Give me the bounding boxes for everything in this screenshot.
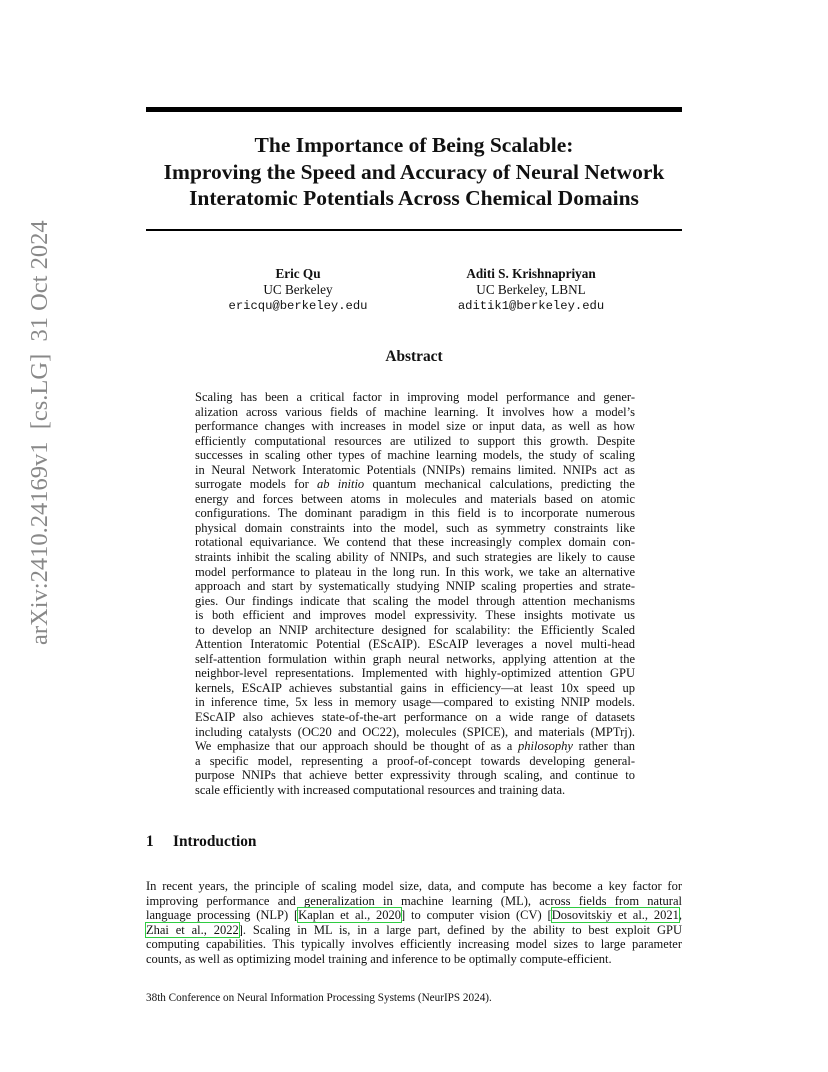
introduction-line: improving performance and generalization in machine learning (ML), across fields from natural xyxy=(146,893,682,908)
abstract-line: in inference time, 5x less in memory usage—compared to existing NNIP models. xyxy=(195,695,635,710)
author-affiliation: UC Berkeley, LBNL xyxy=(476,282,586,297)
abstract-line: successes in scaling other types of machine learning models, the study of scaling xyxy=(195,448,635,463)
abstract-line: Attention Interatomic Potential (EScAIP). EScAIP leverages a novel multi-head xyxy=(195,637,635,652)
abstract-line: We emphasize that our approach should be thought of as a philosophy rather than xyxy=(195,739,635,754)
author-block xyxy=(218,266,378,314)
author-email: ericqu@berkeley.edu xyxy=(228,299,368,313)
emphasized-term: philosophy xyxy=(518,739,573,754)
author-name: Eric Qu xyxy=(275,266,321,281)
author-email: aditik1@berkeley.edu xyxy=(457,299,605,313)
abstract-line: gies. Our findings indicate that scaling the model through attention mechanisms xyxy=(195,593,635,608)
abstract-line: efficiently computational resources are utilized to support this growth. Despite xyxy=(195,433,635,448)
conference-footnote: 38th Conference on Neural Information Processing Systems (NeurIPS 2024). xyxy=(146,992,492,1004)
abstract-line: is both efficient and improves model expressivity. These insights motivate us xyxy=(195,608,635,623)
abstract-line: alization across various fields of machine learning. It involves how a model’s xyxy=(195,404,635,419)
introduction-line: computing capabilities. This typically involves efficiently increasing model sizes to large parameter xyxy=(146,937,682,952)
citation-link[interactable]: Zhai et al., 2022 xyxy=(146,922,239,937)
title-top-rule xyxy=(146,107,682,112)
abstract-line: purpose NNIPs that achieve better expressivity through scaling, and continue to xyxy=(195,768,635,783)
abstract-line: model performance to plateau in the long run. In this work, we take an alternative xyxy=(195,564,635,579)
emphasized-term: ab initio xyxy=(317,477,365,492)
abstract-line: a specific model, representing a proof-of-concept towards developing general- xyxy=(195,753,635,768)
introduction-line: counts, as well as optimizing model training and inference to be optimally compute-efficient. xyxy=(146,951,612,966)
introduction-line: Zhai et al., 2022]. Scaling in ML is, in a large part, defined by the ability to best exploit GPU xyxy=(146,922,682,937)
citation-link[interactable]: Dosovitskiy et al., 2021 xyxy=(551,908,679,923)
introduction-line: language processing (NLP) [Kaplan et al., 2020] to computer vision (CV) [Dosovitskiy et al., 2021, xyxy=(146,908,683,923)
section-title: Introduction xyxy=(172,833,257,850)
author-name: Aditi S. Krishnapriyan xyxy=(466,266,596,281)
author-block xyxy=(436,266,626,314)
abstract-line: in Neural Network Interatomic Potentials (NNIPs) remains limited. NNIPs act as xyxy=(195,462,635,477)
title-line: The Importance of Being Scalable: xyxy=(254,133,574,157)
abstract-line: rotational equivariance. We contend that these increasingly complex domain con- xyxy=(195,535,635,550)
abstract-line: scale efficiently with increased computational resources and training data. xyxy=(195,782,566,797)
introduction-line: In recent years, the principle of scaling model size, data, and compute has become a key factor for xyxy=(146,879,682,893)
abstract-line: surrogate models for ab initio quantum mechanical calculations, predicting the xyxy=(195,477,635,492)
abstract-line: EScAIP also achieves state-of-the-art performance on a wide range of datasets xyxy=(195,710,635,725)
introduction-body xyxy=(146,879,682,966)
abstract-body xyxy=(195,390,635,797)
abstract-line: energy and forces between atoms in molecules and materials based on atomic xyxy=(195,491,635,506)
abstract-line: physical domain constraints into the model, such as symmetry constraints like xyxy=(195,520,635,535)
title-line: Interatomic Potentials Across Chemical Domains xyxy=(189,186,639,210)
author-affiliation: UC Berkeley xyxy=(263,282,333,297)
citation-link[interactable]: Kaplan et al., 2020 xyxy=(298,908,402,923)
title-line: Improving the Speed and Accuracy of Neural Network xyxy=(163,159,665,184)
section-number: 1 xyxy=(146,833,154,850)
abstract-line: configurations. The dominant paradigm in this field is to incorporate numerous xyxy=(195,506,635,521)
abstract-line: straints inhibit the scaling ability of NNIPs, and such strategies are likely to cause xyxy=(195,550,635,565)
abstract-line: neighbor-level representations. Implemented with highly-optimized attention GPU xyxy=(195,666,635,681)
abstract-line: self-attention formulation within graph neural networks, applying attention at the xyxy=(195,651,635,666)
section-heading xyxy=(146,833,256,851)
arxiv-identifier: arXiv:2410.24169v1 [cs.LG] 31 Oct 2024 xyxy=(26,220,53,645)
title-bottom-rule xyxy=(146,229,682,231)
abstract-line: approach and start by systematically studying NNIP scaling properties and strate- xyxy=(195,579,635,594)
abstract-line: Scaling has been a critical factor in improving model performance and gener- xyxy=(195,390,635,404)
paper-title xyxy=(120,132,708,212)
abstract-line: performance changes with increases in model size or input data, as well as how xyxy=(195,419,635,434)
abstract-heading: Abstract xyxy=(385,348,443,365)
abstract-line: including catalysts (OC20 and OC22), molecules (SPICE), and materials (MPTrj). xyxy=(195,724,635,739)
abstract-line: to develop an NNIP architecture designed for scalability: the Efficiently Scaled xyxy=(195,622,635,637)
abstract-line: kernels, EScAIP achieves substantial gains in efficiency—at least 10x speed up xyxy=(195,680,635,695)
